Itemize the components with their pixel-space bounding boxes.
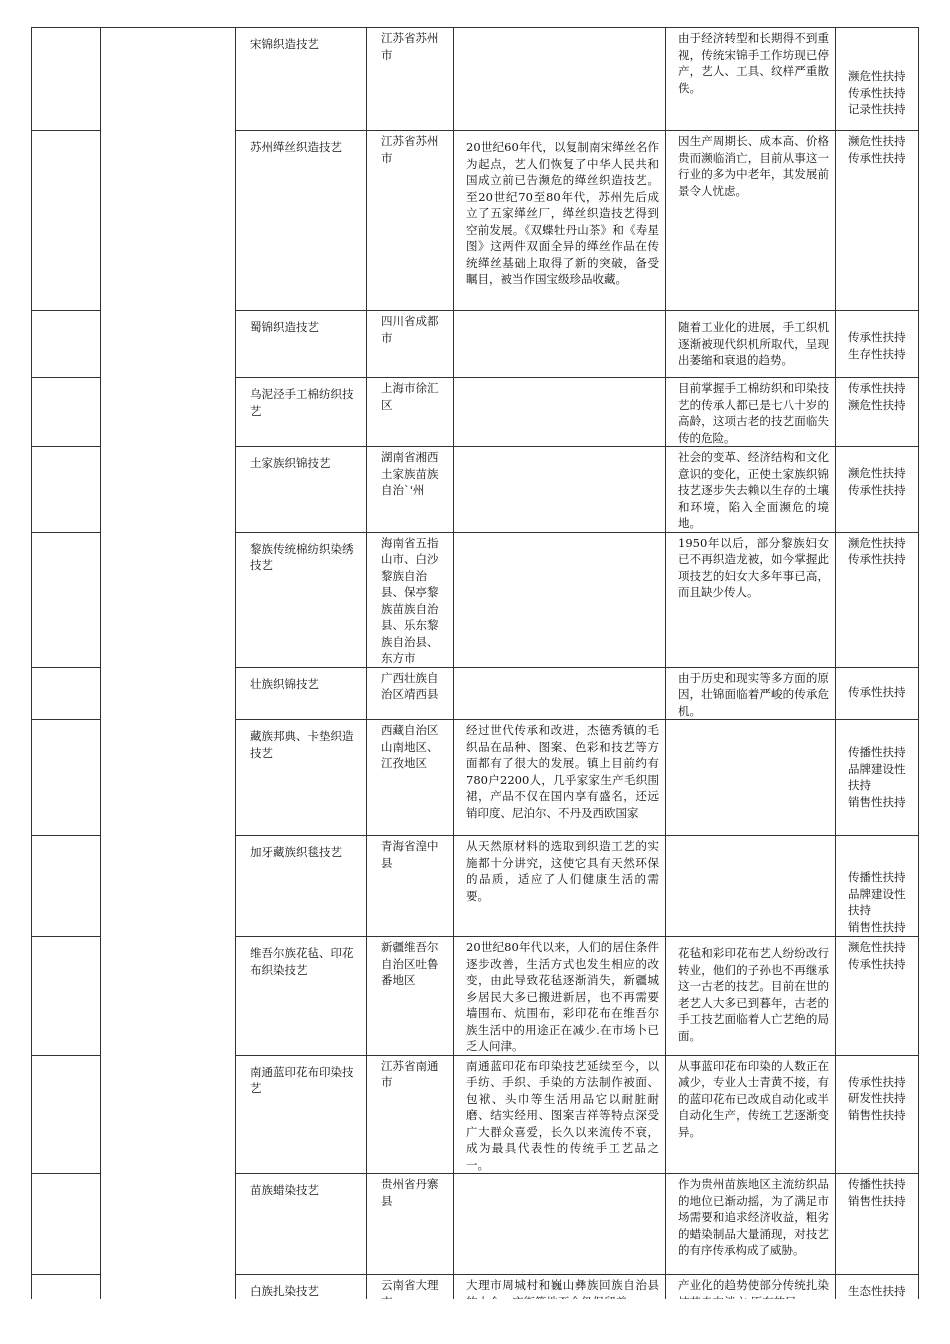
blank-cell — [32, 532, 101, 667]
measure-item: 濒危性扶持 — [848, 466, 906, 480]
status-cell: 因生产周期长、成本高、价格贵而濒临消亡，目前从事这一行业的多为中老年，其发展前景令人忧虑。 — [666, 131, 836, 311]
description-cell — [454, 532, 666, 667]
status-cell: 花毡和彩印花布艺人纷纷改行转业，他们的子孙也不再继承这一古老的技艺。目前在世的老艺人大多已到暮年，古老的手工技艺面临着人亡艺绝的局面。 — [666, 937, 836, 1056]
status-cell: 随着工业化的进展，手工织机逐渐被现代织机所取代，呈现出萎缩和衰退的趋势。 — [666, 311, 836, 378]
status-cell: 作为贵州苗族地区主流纺织品的地位已渐动摇，为了满足市场需要和追求经济收益，粗劣的蜡染制品大量涌现，对技艺的有序传承构成了威胁。 — [666, 1174, 836, 1275]
blank-cell — [32, 447, 101, 533]
description-cell: 南通蓝印花布印染技艺延续至今，以手纺、手织、手染的方法制作被面、包袱、头巾等生活用品它以耐脏耐磨、结实经用、图案吉祥等特点深受广大群众喜爱，长久以来流传不衰，成为最具代表性的传统手工艺品之一。 — [454, 1055, 666, 1174]
location-cell: 湖南省湘西土家族苗族自治`'州 — [367, 447, 454, 533]
description-cell: 从天然原材料的选取到织造工艺的实施都十分讲究，这使它具有天然环保的品质，适应了人们健康生活的需要。 — [454, 836, 666, 937]
measure-item: 濒危性扶持 — [848, 134, 906, 148]
location-cell: 青海省湟中县 — [367, 836, 454, 937]
location-cell: 江苏省苏州市 — [367, 28, 454, 131]
measures-cell — [836, 720, 919, 836]
project-name-cell: 苏州缂丝织造技艺 — [236, 131, 367, 311]
measure-item: 传承性扶持 — [848, 330, 906, 344]
measure-item: 传承性扶持 — [848, 956, 906, 971]
location-cell: 四川省成都市 — [367, 311, 454, 378]
status-cell — [666, 720, 836, 836]
status-cell: 从事蓝印花布印染的人数正在减少，专业人士青黄不接，有的蓝印花布已改成自动化或半自动化生产，传统工艺逐渐变异。 — [666, 1055, 836, 1174]
measure-item: 销售性扶持 — [848, 919, 906, 934]
measure-item: 销售性扶持 — [848, 794, 906, 809]
measure-item: 濒危性扶持 — [848, 397, 906, 412]
measure-item: 传播性扶持 — [848, 1177, 906, 1191]
blank-cell — [32, 28, 101, 131]
project-name-cell: 白族扎染技艺 — [236, 1275, 367, 1311]
page-bottom-margin — [0, 1299, 950, 1344]
description-cell: 经过世代传承和改进，杰德秀镇的毛织品在品种、图案、色彩和技艺等方面都有了很大的发展。镇上目前约有780户2200人，几乎家家生产毛织围裙，产品不仅在国内享有盛名，还远销印度、尼泊尔、不丹及西欧国家 — [454, 720, 666, 836]
status-cell: 社会的变革、经济结构和文化意识的变化，正使土家族织锦技艺逐步失去赖以生存的土壤和环境，陷入全面濒危的境地。 — [666, 447, 836, 533]
measure-item: 品牌建设性扶持 — [848, 761, 906, 792]
heritage-table — [31, 27, 919, 1311]
project-name-cell: 加牙藏族织毯技艺 — [236, 836, 367, 937]
measure-item: 传承性扶持 — [848, 552, 906, 566]
location-cell: 江苏省苏州市 — [367, 131, 454, 311]
location-cell: 江苏省南通市 — [367, 1055, 454, 1174]
location-cell: 上海市徐汇区 — [367, 378, 454, 447]
measure-item: 传承性扶持 — [848, 482, 906, 497]
description-cell — [454, 1174, 666, 1275]
measure-item: 品牌建设性扶持 — [848, 886, 906, 917]
measures-cell — [836, 28, 919, 131]
project-name-cell: 苗族蜡染技艺 — [236, 1174, 367, 1275]
blank-cell — [32, 311, 101, 378]
measures-cell — [836, 447, 919, 533]
location-cell: 广西壮族自治区靖西县 — [367, 667, 454, 720]
status-cell — [666, 836, 836, 937]
status-cell: 目前掌握手工棉纺织和印染技艺的传承人都已是七八十岁的高龄，这项古老的技艺面临失传的危险。 — [666, 378, 836, 447]
location-cell: 贵州省丹寨县 — [367, 1174, 454, 1275]
measure-item: 传承性扶持 — [848, 85, 906, 100]
category-column-cell — [101, 28, 236, 1311]
description-cell — [454, 667, 666, 720]
project-name-cell: 乌泥泾手工棉纺织技艺 — [236, 378, 367, 447]
location-cell: 新疆维吾尔自治区吐鲁番地区 — [367, 937, 454, 1056]
blank-cell — [32, 131, 101, 311]
measure-item: 销售性扶持 — [848, 1193, 906, 1208]
description-cell: 大理市周城村和巍山彝族回族自治县 — [454, 1275, 666, 1311]
measure-item: 传播性扶持 — [848, 870, 906, 884]
status-cell: 1950年以后，部分黎族妇女已不再织造龙被，如今掌握此项技艺的妇女大多年事已高，而且缺少传人。 — [666, 532, 836, 667]
measure-item: 濒危性扶持 — [848, 535, 906, 550]
measures-cell — [836, 532, 919, 667]
measures-cell — [836, 131, 919, 311]
description-cell: 20世纪80年代以来，人们的居住条件逐步改善，生活方式也发生相应的改变，由此导致花毡逐渐消失，新疆城乡居民大多已搬进新居，也不再需要墙围布、炕围布，彩印花布在维吾尔族生活中的用途正在减少.在市场卜已乏人问津。 — [454, 937, 666, 1056]
status-cell: 产业化的趋势使部分传统扎染 — [666, 1275, 836, 1311]
status-cell: 由于历史和现实等多方面的原因，壮锦面临着严峻的传承危机。 — [666, 667, 836, 720]
description-cell — [454, 28, 666, 131]
project-name-cell: 宋锦织造技艺 — [236, 28, 367, 131]
blank-cell — [32, 378, 101, 447]
project-name-cell: 土家族织锦技艺 — [236, 447, 367, 533]
blank-cell — [32, 937, 101, 1056]
location-cell: 西藏自治区山南地区、江孜地区 — [367, 720, 454, 836]
table-row — [32, 28, 919, 131]
measure-item: 生态性扶持 — [848, 1284, 906, 1298]
description-cell — [454, 311, 666, 378]
measure-item: 记录性扶持 — [848, 102, 906, 116]
measure-item: 销售性扶持 — [848, 1107, 906, 1122]
location-cell: 海南省五指山市、白沙黎族自治县、保亭黎族苗族自治县、乐东黎族自治县、东方市 — [367, 532, 454, 667]
project-name-cell: 藏族邦典、卡垫织造技艺 — [236, 720, 367, 836]
project-name-cell: 南通蓝印花布印染技艺 — [236, 1055, 367, 1174]
measure-item: 传承性扶持 — [848, 381, 906, 395]
status-cell: 由于经济转型和长期得不到重视，传统宋锦手工作坊现已停产，艺人、工具、纹样严重散佚。 — [666, 28, 836, 131]
measures-cell — [836, 937, 919, 1056]
measure-item: 传播性扶持 — [848, 745, 906, 759]
location-cell: 云南省大理 — [367, 1275, 454, 1311]
measures-cell — [836, 667, 919, 720]
blank-cell — [32, 1174, 101, 1275]
description-cell — [454, 447, 666, 533]
blank-cell — [32, 720, 101, 836]
measure-item: 濒危性扶持 — [848, 69, 906, 83]
measure-item: 传承性扶持 — [848, 684, 906, 699]
project-name-cell: 蜀锦织造技艺 — [236, 311, 367, 378]
description-cell: 20世纪60年代，以复制南宋缂丝名作为起点，艺人们恢复了中华人民共和国成立前已告濒危的缂丝织造技艺。至20世纪70至80年代，苏州先后成立了五家缂丝厂，缂丝织造技艺得到空前发展。《双蝶牡丹山茶》和《寿星图》这两件双面全异的缂丝作品在传统缂丝基础上取得了新的突破，备受瞩目，被当作国宝级珍品收藏。 — [454, 131, 666, 311]
measures-cell — [836, 1055, 919, 1174]
project-name-cell: 黎族传统棉纺织染绣技艺 — [236, 532, 367, 667]
measure-item: 传承性扶持 — [848, 1074, 906, 1089]
measure-item: 传承性扶持 — [848, 150, 906, 165]
measure-item: 濒危性扶持 — [848, 940, 906, 954]
project-name-cell: 维吾尔族花毡、印花布织染技艺 — [236, 937, 367, 1056]
project-name-cell: 壮族织锦技艺 — [236, 667, 367, 720]
measures-cell — [836, 378, 919, 447]
measures-cell — [836, 836, 919, 937]
description-cell — [454, 378, 666, 447]
measure-item: 研发性扶持 — [848, 1091, 906, 1105]
blank-cell — [32, 1055, 101, 1174]
blank-cell — [32, 836, 101, 937]
measure-item: 生存性扶持 — [848, 346, 906, 361]
blank-cell — [32, 667, 101, 720]
measures-cell — [836, 311, 919, 378]
measures-cell — [836, 1174, 919, 1275]
